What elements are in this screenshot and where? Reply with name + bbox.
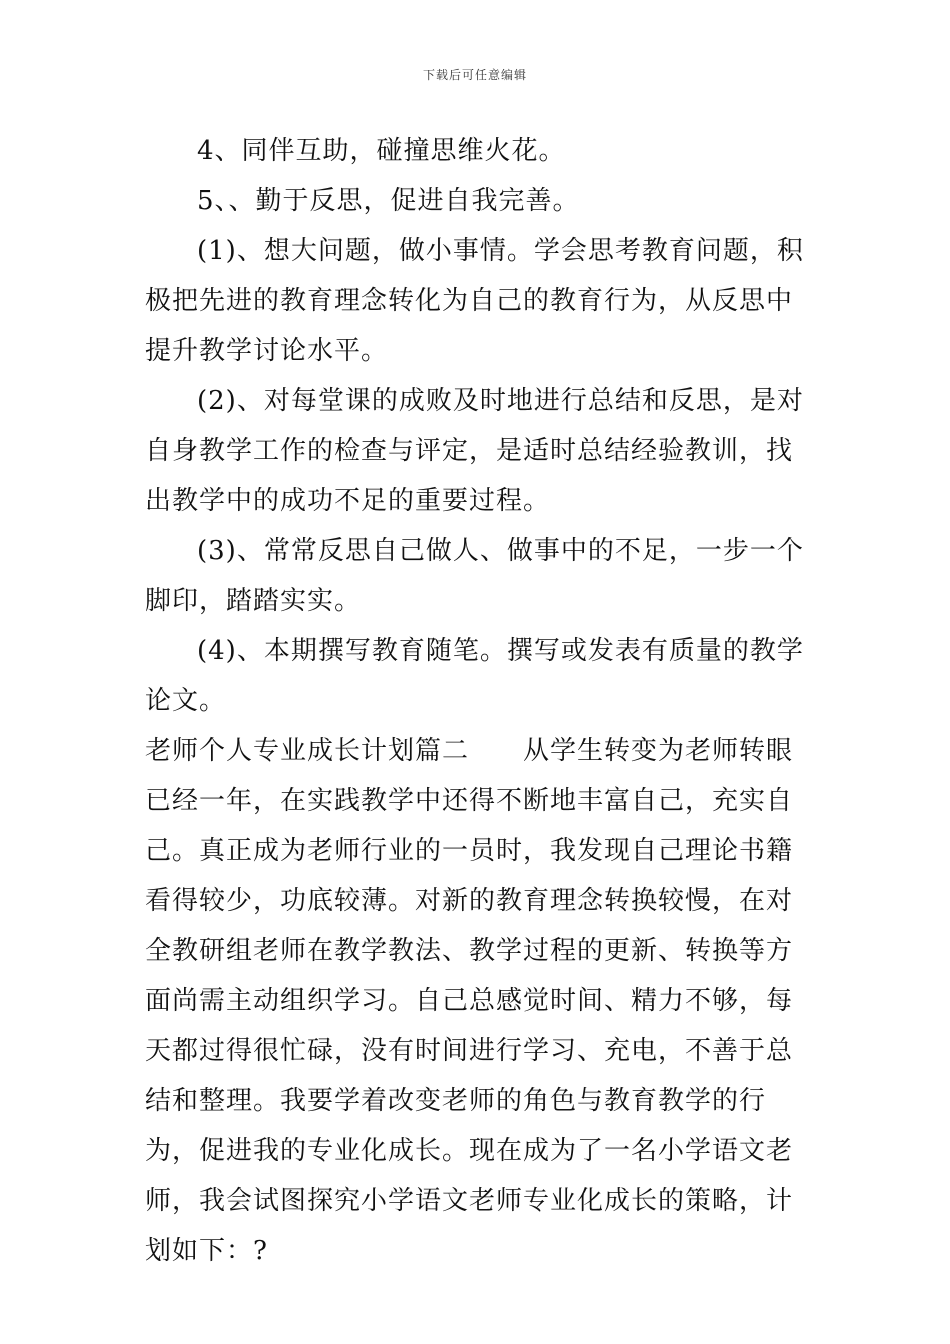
- paragraph-item-5: 5、、勤于反思，促进自我完善。: [197, 186, 580, 216]
- section-title: 老师个人专业成长计划篇二: [145, 736, 470, 766]
- paragraph-sub-4: (4)、本期撰写教育随笔。撰写或发表有质量的教学论文。: [145, 636, 804, 716]
- paragraph-item-4: 4、同伴互助，碰撞思维火花。: [197, 136, 566, 166]
- document-body: [145, 126, 807, 1276]
- section-body: 从学生转变为老师转眼已经一年，在实践教学中还得不断地丰富自己，充实自己。真正成为老师行业的一员时，我发现自己理论书籍看得较少，功底较薄。对新的教育理念转换较慢，在对全教研组老师在教学教法、教学过程的更新、转换等方面尚需主动组织学习。自己总感觉时间、精力不够，每天都过得很忙碌，没有时间进行学习、充电，不善于总结和整理。我要学着改变老师的角色与教育教学的行为，促进我的专业化成长。现在成为了一名小学语文老师，我会试图探究小学语文老师专业化成长的策略，计划如下：?: [145, 736, 794, 1266]
- paragraph-sub-2: (2)、对每堂课的成败及时地进行总结和反思，是对自身教学工作的检查与评定，是适时总结经验教训，找出教学中的成功不足的重要过程。: [145, 386, 804, 516]
- paragraph-sub-3: (3)、常常反思自己做人、做事中的不足，一步一个脚印，踏踏实实。: [145, 536, 804, 616]
- page-header: 下载后可任意编辑: [422, 68, 527, 82]
- section-paragraph: [145, 726, 807, 1276]
- paragraph-sub-1: (1)、想大问题，做小事情。学会思考教育问题，积极把先进的教育理念转化为自己的教育行为，从反思中提升教学讨论水平。: [145, 236, 804, 366]
